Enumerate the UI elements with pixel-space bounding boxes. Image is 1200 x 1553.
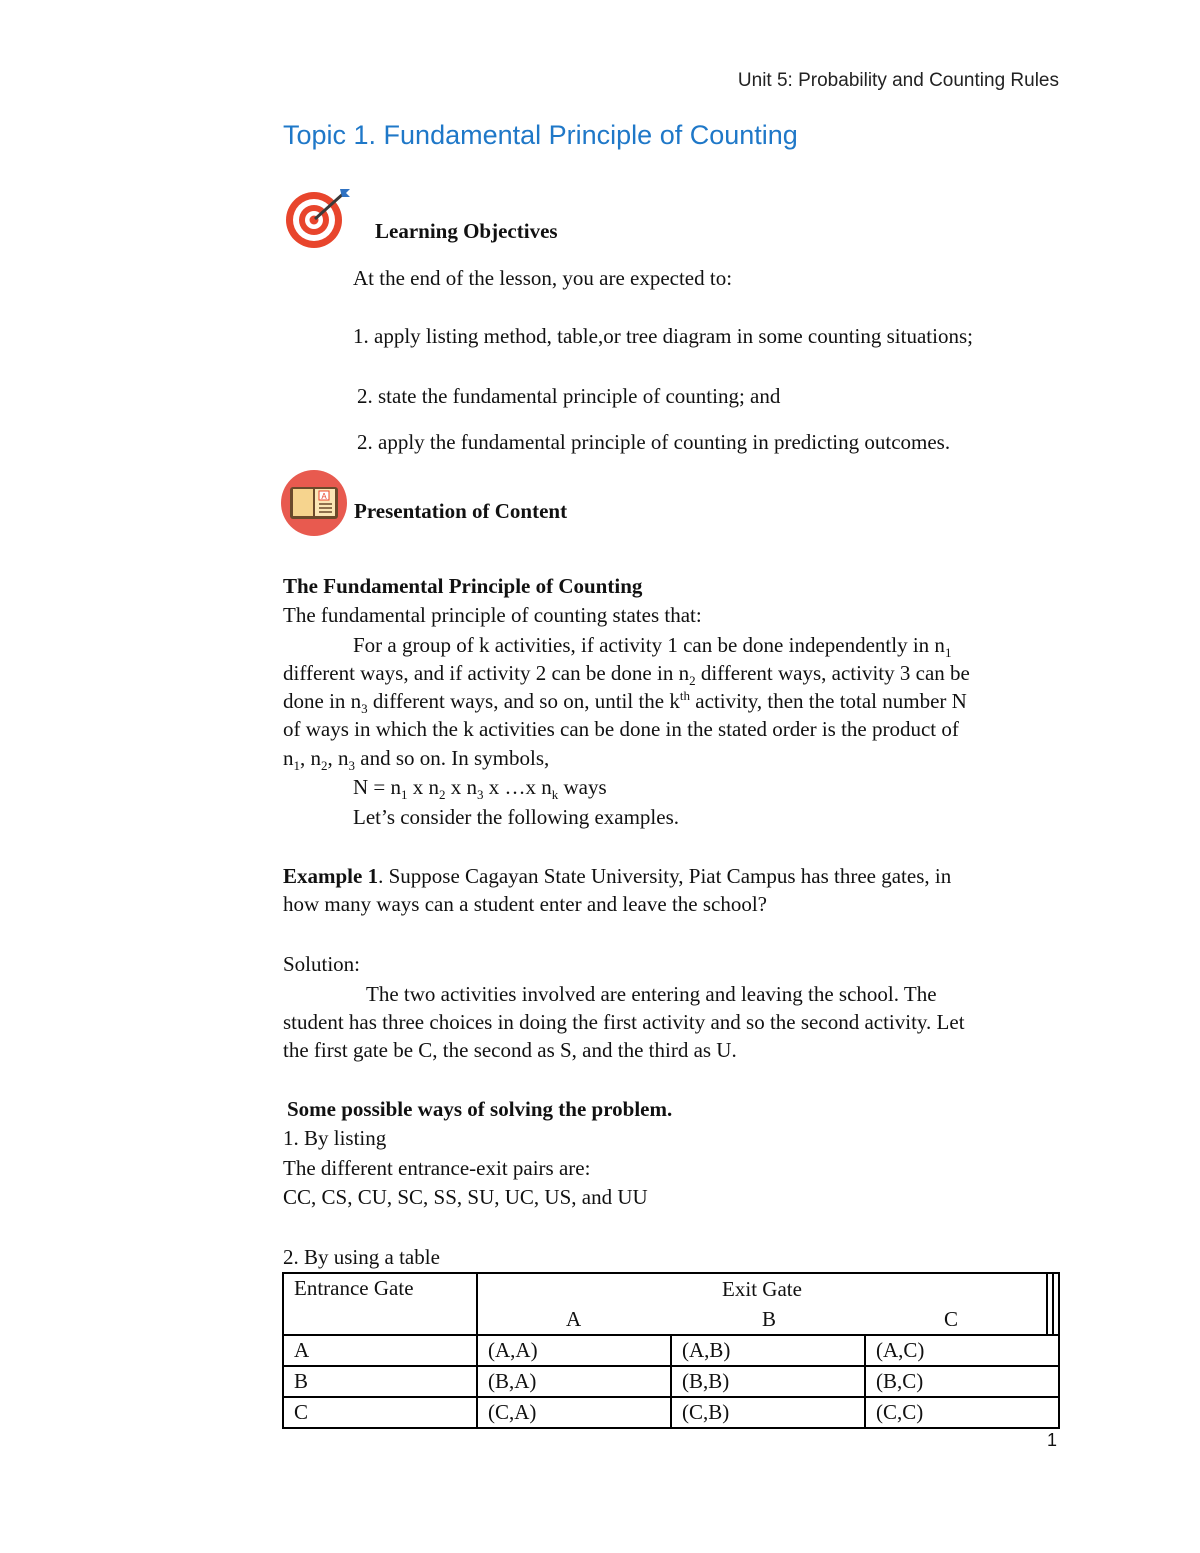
gates-table bbox=[282, 1272, 1060, 1429]
listing-intro: The different entrance-exit pairs are: bbox=[283, 1156, 591, 1180]
solution-line-1: The two activities involved are entering and leaving the school. The bbox=[366, 982, 937, 1006]
solution-label: Solution: bbox=[283, 952, 361, 976]
presentation-heading: Presentation of Content bbox=[354, 499, 568, 523]
solution-line-3: the first gate be C, the second as S, and the third as U. bbox=[283, 1038, 737, 1062]
exit-col-c: C bbox=[944, 1307, 959, 1331]
fpc-line-2: different ways, and if activity 2 can be done in $n_2$ different ways, activity 3 can be bbox=[283, 661, 970, 689]
table-cell: (C,A) bbox=[477, 1397, 671, 1428]
listing-label: 1. By listing bbox=[283, 1126, 387, 1150]
page-header: Unit 5: Probability and Counting Rules bbox=[737, 70, 1059, 91]
example1-line-1: Example 1. Suppose Cagayan State University, Piat Campus has three gates, in bbox=[283, 864, 952, 888]
table-label: 2. By using a table bbox=[283, 1245, 440, 1269]
objective-item-2: 2. state the fundamental principle of counting; and bbox=[357, 384, 781, 408]
fpc-heading: The Fundamental Principle of Counting bbox=[283, 574, 643, 598]
target-icon bbox=[284, 187, 352, 251]
listing-pairs: CC, CS, CU, SC, SS, SU, UC, US, and UU bbox=[283, 1185, 648, 1209]
table-row bbox=[283, 1366, 1059, 1397]
row-gate: A bbox=[283, 1335, 477, 1366]
topic-title: Topic 1. Fundamental Principle of Counting bbox=[283, 120, 798, 150]
entrance-header: Entrance Gate bbox=[283, 1273, 477, 1335]
table-header-row bbox=[283, 1273, 1059, 1335]
row-gate: C bbox=[283, 1397, 477, 1428]
page-number: 1 bbox=[1046, 1430, 1057, 1450]
objective-item-1: 1. apply listing method, table,or tree diagram in some counting situations; bbox=[353, 324, 973, 348]
table-cell: (A,C) bbox=[865, 1335, 1059, 1366]
exit-col-a: A bbox=[566, 1307, 582, 1331]
extra-col-2 bbox=[1053, 1273, 1059, 1335]
fpc-line-4: of ways in which the k activities can be done in the stated order is the product of bbox=[283, 717, 959, 741]
objectives-heading: Learning Objectives bbox=[375, 219, 558, 243]
exit-header: Exit Gate bbox=[722, 1277, 802, 1301]
table-cell: (B,B) bbox=[671, 1366, 865, 1397]
table-cell: (C,B) bbox=[671, 1397, 865, 1428]
fpc-line-3: done in $n_3$ different ways, and so on, until the $k^{th}$ activity, then the total number N bbox=[283, 688, 967, 717]
example1-line-2: how many ways can a student enter and leave the school? bbox=[283, 892, 767, 916]
fpc-consider: Let’s consider the following examples. bbox=[353, 805, 680, 829]
table-cell: (A,B) bbox=[671, 1335, 865, 1366]
table-cell: (A,A) bbox=[477, 1335, 671, 1366]
objectives-intro: At the end of the lesson, you are expected to: bbox=[353, 266, 733, 290]
fpc-line-5: $n_1$, $n_2$, $n_3$ and so on. In symbols, bbox=[283, 746, 550, 774]
solution-line-2: student has three choices in doing the first activity and so the second activity. Let bbox=[283, 1010, 965, 1034]
book-icon bbox=[280, 470, 350, 536]
fpc-intro: The fundamental principle of counting states that: bbox=[283, 603, 702, 627]
exit-header-cell bbox=[477, 1273, 1047, 1335]
exit-col-b: B bbox=[762, 1307, 777, 1331]
svg-text:A: A bbox=[321, 492, 327, 501]
objective-item-3: 2. apply the fundamental principle of counting in predicting outcomes. bbox=[357, 430, 951, 454]
table-cell: (B,C) bbox=[865, 1366, 1059, 1397]
table-cell: (B,A) bbox=[477, 1366, 671, 1397]
table-cell: (C,C) bbox=[865, 1397, 1059, 1428]
fpc-formula: $N = n_1$ x $n_2$ x $n_3$ x …x $n_k$ ways bbox=[353, 775, 607, 803]
table-row bbox=[283, 1335, 1059, 1366]
row-gate: B bbox=[283, 1366, 477, 1397]
table-row bbox=[283, 1397, 1059, 1428]
fpc-line-1: For a group of k activities, if activity 1 can be done independently in $n_1$ bbox=[353, 633, 952, 661]
ways-heading: Some possible ways of solving the problem. bbox=[287, 1097, 673, 1121]
